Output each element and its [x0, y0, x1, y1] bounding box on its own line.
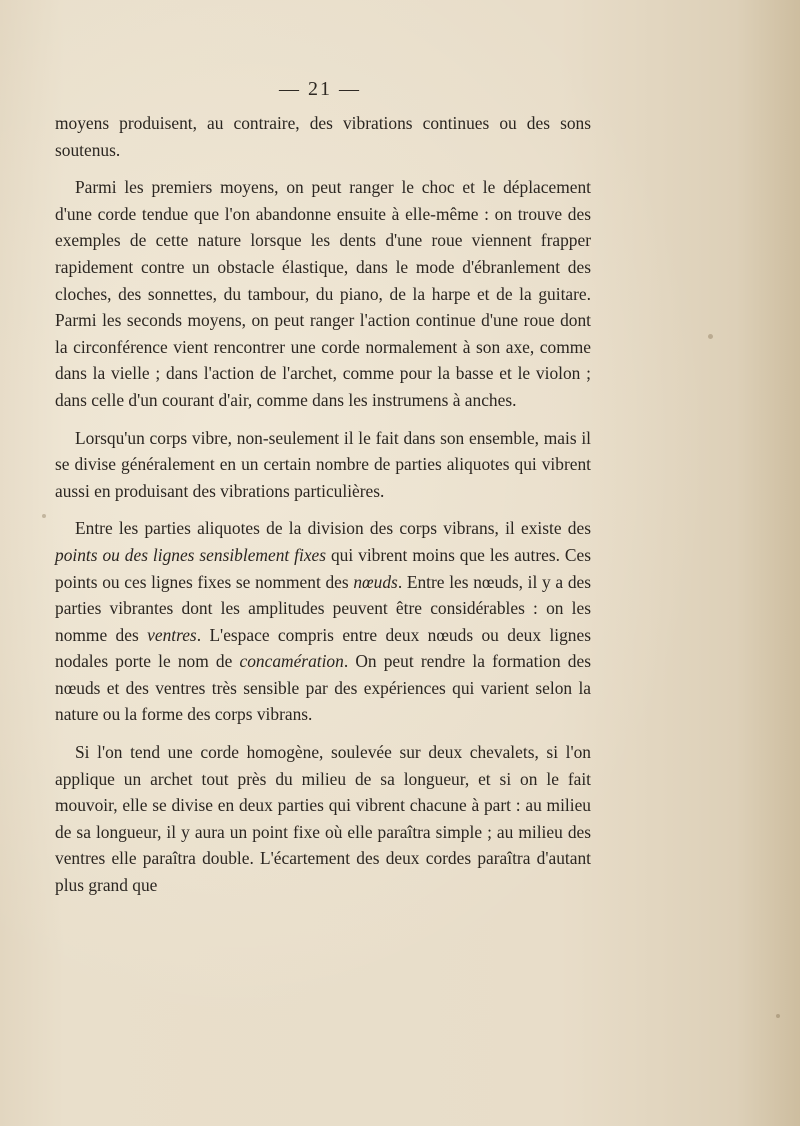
paragraph: [55, 425, 591, 505]
text-run: Entre les parties aliquotes de la division des corps vibrans, il existe des: [75, 518, 591, 539]
text-run: Si l'on tend une corde homogène, soulevée sur deux chevalets, si l'on applique un archet tout près du milieu de sa longueur, et si on le fait mouvoir, elle se divise en deux parties qui vibrent chacune à part : au milieu de sa longueur, il y aura un point fixe où elle paraîtra simple ; au milieu des ventres elle paraîtra double. L'écartement des deux cordes paraîtra d'autant plus grand que: [55, 742, 591, 896]
paper-spot: [708, 334, 713, 339]
paragraph: [55, 174, 591, 413]
italic-term: concamération: [239, 651, 344, 672]
text-run: . L'espace compris entre deux nœuds ou deux lignes nodales porte le nom de: [55, 624, 591, 672]
paragraph: [55, 110, 591, 163]
italic-term: points ou des lignes sensiblement fixes: [55, 544, 327, 565]
italic-term: nœuds: [353, 571, 398, 592]
page-number: — 21 —: [279, 78, 361, 100]
text-run: moyens produisent, au contraire, des vibrations continues ou des sons soutenus.: [55, 113, 591, 160]
text-run: qui vibrent moins que les autres. Ces points ou ces lignes fixes se nomment des: [55, 544, 591, 592]
text-run: . On peut rendre la formation des nœuds et des ventres très sensible par des expériences qui varient selon la nature ou la forme des corps vibrans.: [55, 651, 591, 725]
text-run: Lorsqu'un corps vibre, non-seulement il le fait dans son ensemble, mais il se divise généralement en un certain nombre de parties aliquotes qui vibrent aussi en produisant des vibrations particulières.: [55, 427, 591, 501]
italic-term: ventres: [147, 624, 197, 645]
paper-spot: [776, 1014, 780, 1018]
paragraph: [55, 515, 591, 728]
paper-spot: [42, 514, 46, 518]
text-run: . Entre les nœuds, il y a des parties vibrantes dont les amplitudes peuvent être considérables : on les nomme des: [55, 571, 591, 645]
body-text: [55, 110, 591, 910]
paragraph: [55, 739, 591, 899]
text-run: Parmi les premiers moyens, on peut ranger le choc et le déplacement d'une corde tendue que l'on abandonne ensuite à elle-même : on trouve des exemples de cette nature lorsque les dents d'une roue viennent frapper rapidement contre un obstacle élastique, dans le mode d'ébranlement des cloches, des sonnettes, du tambour, du piano, de la harpe et de la guitare. Parmi les seconds moyens, on peut ranger l'action continue d'une roue dont la circonférence vient rencontrer une corde normalement à son axe, comme dans la vielle ; dans l'action de l'archet, comme pour la basse et le violon ; dans celle d'un courant d'air, comme dans les instrumens à anches.: [55, 177, 591, 410]
